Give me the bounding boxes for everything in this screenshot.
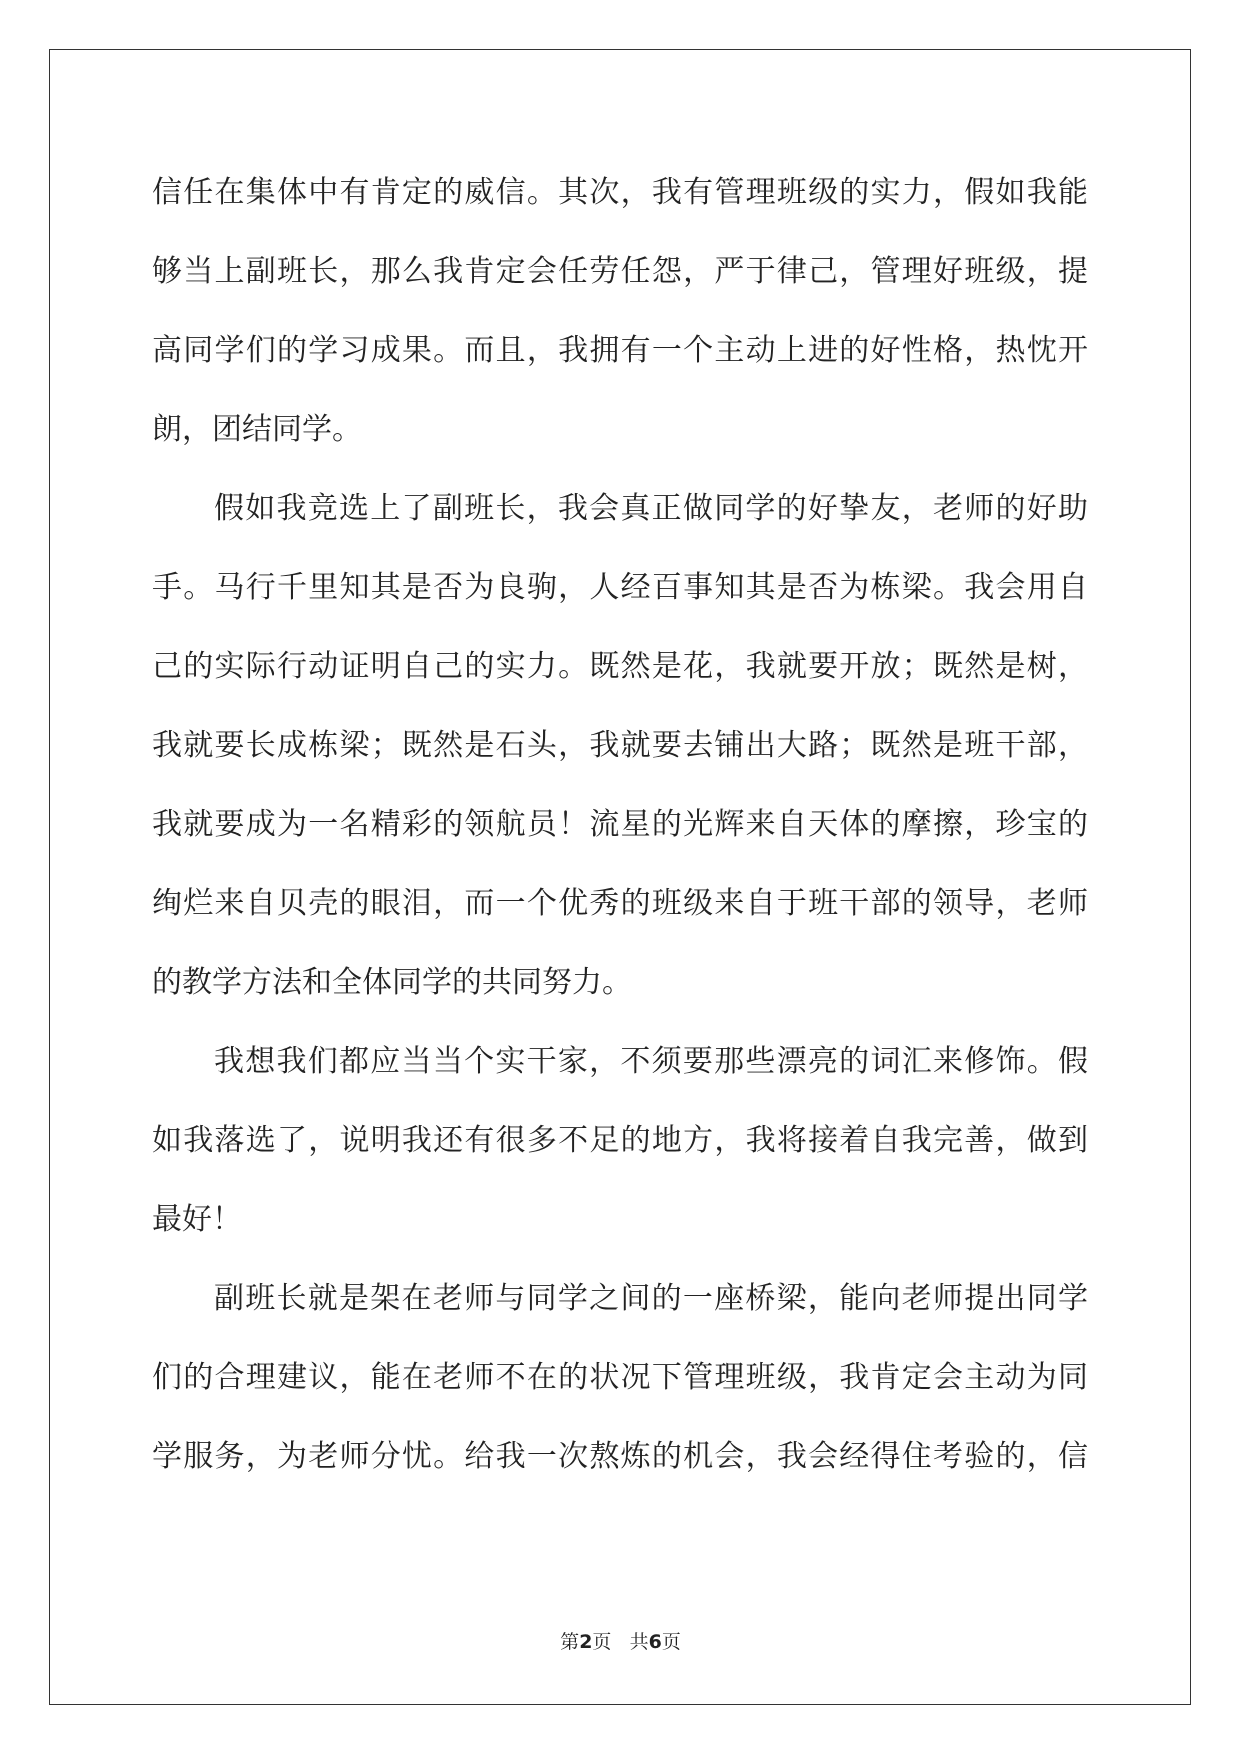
text-line: 够当上副班长，那么我肯定会任劳任怨，严于律己，管理好班级，提 <box>152 254 1088 289</box>
paragraph-first-line: 假如我竞选上了副班长，我会真正做同学的好挚友，老师的好助 <box>214 491 1088 526</box>
total-suffix: 页 <box>661 1631 681 1653</box>
text-line: 如我落选了，说明我还有很多不足的地方，我将接着自我完善，做到 <box>152 1123 1088 1158</box>
total-page-number: 6 <box>648 1631 662 1653</box>
current-page-number: 2 <box>579 1631 593 1653</box>
page-prefix: 第 <box>560 1631 580 1653</box>
document-body <box>152 153 1088 1496</box>
text-line: 我就要成为一名精彩的领航员！流星的光辉来自天体的摩擦，珍宝的 <box>152 807 1088 842</box>
text-line: 最好！ <box>152 1202 242 1237</box>
text-line: 己的实际行动证明自己的实力。既然是花，我就要开放；既然是树， <box>152 649 1088 684</box>
paragraph-first-line: 副班长就是架在老师与同学之间的一座桥梁，能向老师提出同学 <box>214 1281 1088 1316</box>
page-suffix: 页 <box>592 1631 612 1653</box>
page-footer <box>0 1627 1241 1654</box>
text-line: 朗，团结同学。 <box>152 412 362 447</box>
text-line: 高同学们的学习成果。而且，我拥有一个主动上进的好性格，热忱开 <box>152 333 1088 368</box>
text-line: 们的合理建议，能在老师不在的状况下管理班级，我肯定会主动为同 <box>152 1360 1088 1395</box>
text-line: 的教学方法和全体同学的共同努力。 <box>152 965 632 1000</box>
text-line: 手。马行千里知其是否为良驹，人经百事知其是否为栋梁。我会用自 <box>152 570 1088 605</box>
text-line: 我就要长成栋梁；既然是石头，我就要去铺出大路；既然是班干部， <box>152 728 1088 763</box>
text-line: 信任在集体中有肯定的威信。其次，我有管理班级的实力，假如我能 <box>152 175 1088 210</box>
text-line: 学服务，为老师分忧。给我一次熬炼的机会，我会经得住考验的，信 <box>152 1439 1088 1474</box>
paragraph-first-line: 我想我们都应当当个实干家，不须要那些漂亮的词汇来修饰。假 <box>214 1044 1088 1079</box>
total-prefix: 共 <box>629 1631 649 1653</box>
text-line: 绚烂来自贝壳的眼泪，而一个优秀的班级来自于班干部的领导，老师 <box>152 886 1088 921</box>
